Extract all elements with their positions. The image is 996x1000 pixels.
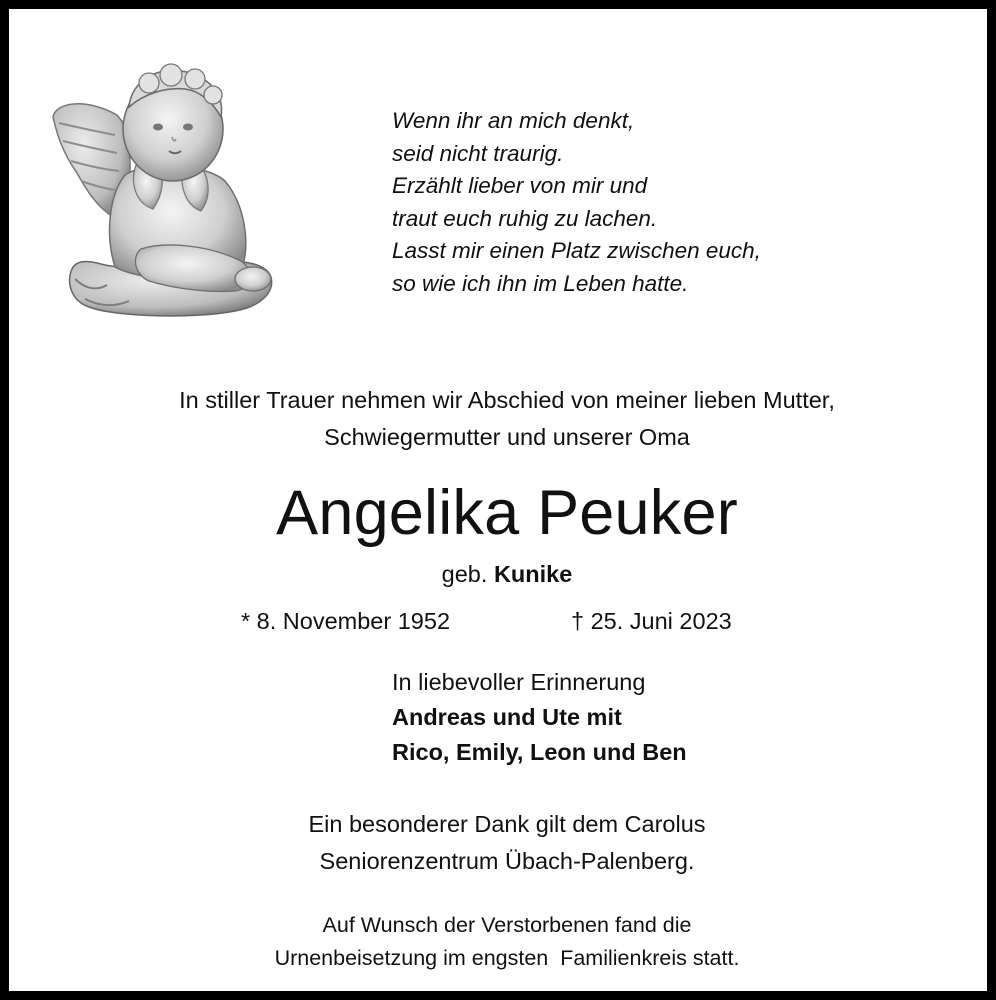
poem-line: Erzählt lieber von mir und (392, 173, 648, 198)
thanks-line-1: Ein besonderer Dank gilt dem Carolus (308, 811, 706, 837)
poem-line: so wie ich ihn im Leben hatte. (392, 270, 689, 296)
poem-line: Wenn ihr an mich denkt, (392, 108, 635, 133)
poem (392, 105, 761, 300)
deceased-name: Angelika Peuker (276, 478, 738, 548)
birth-date: * 8. November 1952 (241, 608, 451, 634)
burial-line-2: Urnenbeisetzung im engsten Familienkreis statt. (274, 946, 740, 970)
poem-line: Lasst mir einen Platz zwischen euch, (392, 238, 761, 263)
family-line-2: Andreas und Ute mit (392, 704, 622, 730)
death-date: † 25. Juni 2023 (571, 608, 732, 634)
poem-line: traut euch ruhig zu lachen. (392, 205, 658, 231)
maiden-name-line (9, 557, 996, 591)
burial-line-1: Auf Wunsch der Verstorbenen fand die (322, 913, 692, 937)
thanks-note (9, 806, 996, 880)
intro-line-2: Schwiegermutter und unserer Oma (324, 424, 690, 450)
burial-note (9, 909, 996, 975)
mourning-intro (9, 382, 996, 456)
angel-statue-icon (45, 45, 280, 325)
poem-line: seid nicht traurig. (392, 140, 564, 166)
intro-line-1: In stiller Trauer nehmen wir Abschied von meiner lieben Mutter, (179, 387, 835, 413)
family-signature (392, 665, 687, 770)
family-line-1: In liebevoller Erinnerung (392, 669, 646, 695)
born-prefix: geb. (441, 561, 488, 587)
family-line-3: Rico, Emily, Leon und Ben (392, 739, 687, 765)
maiden-name: Kunike (493, 561, 573, 587)
thanks-line-2: Seniorenzentrum Übach-Palenberg. (319, 848, 695, 874)
